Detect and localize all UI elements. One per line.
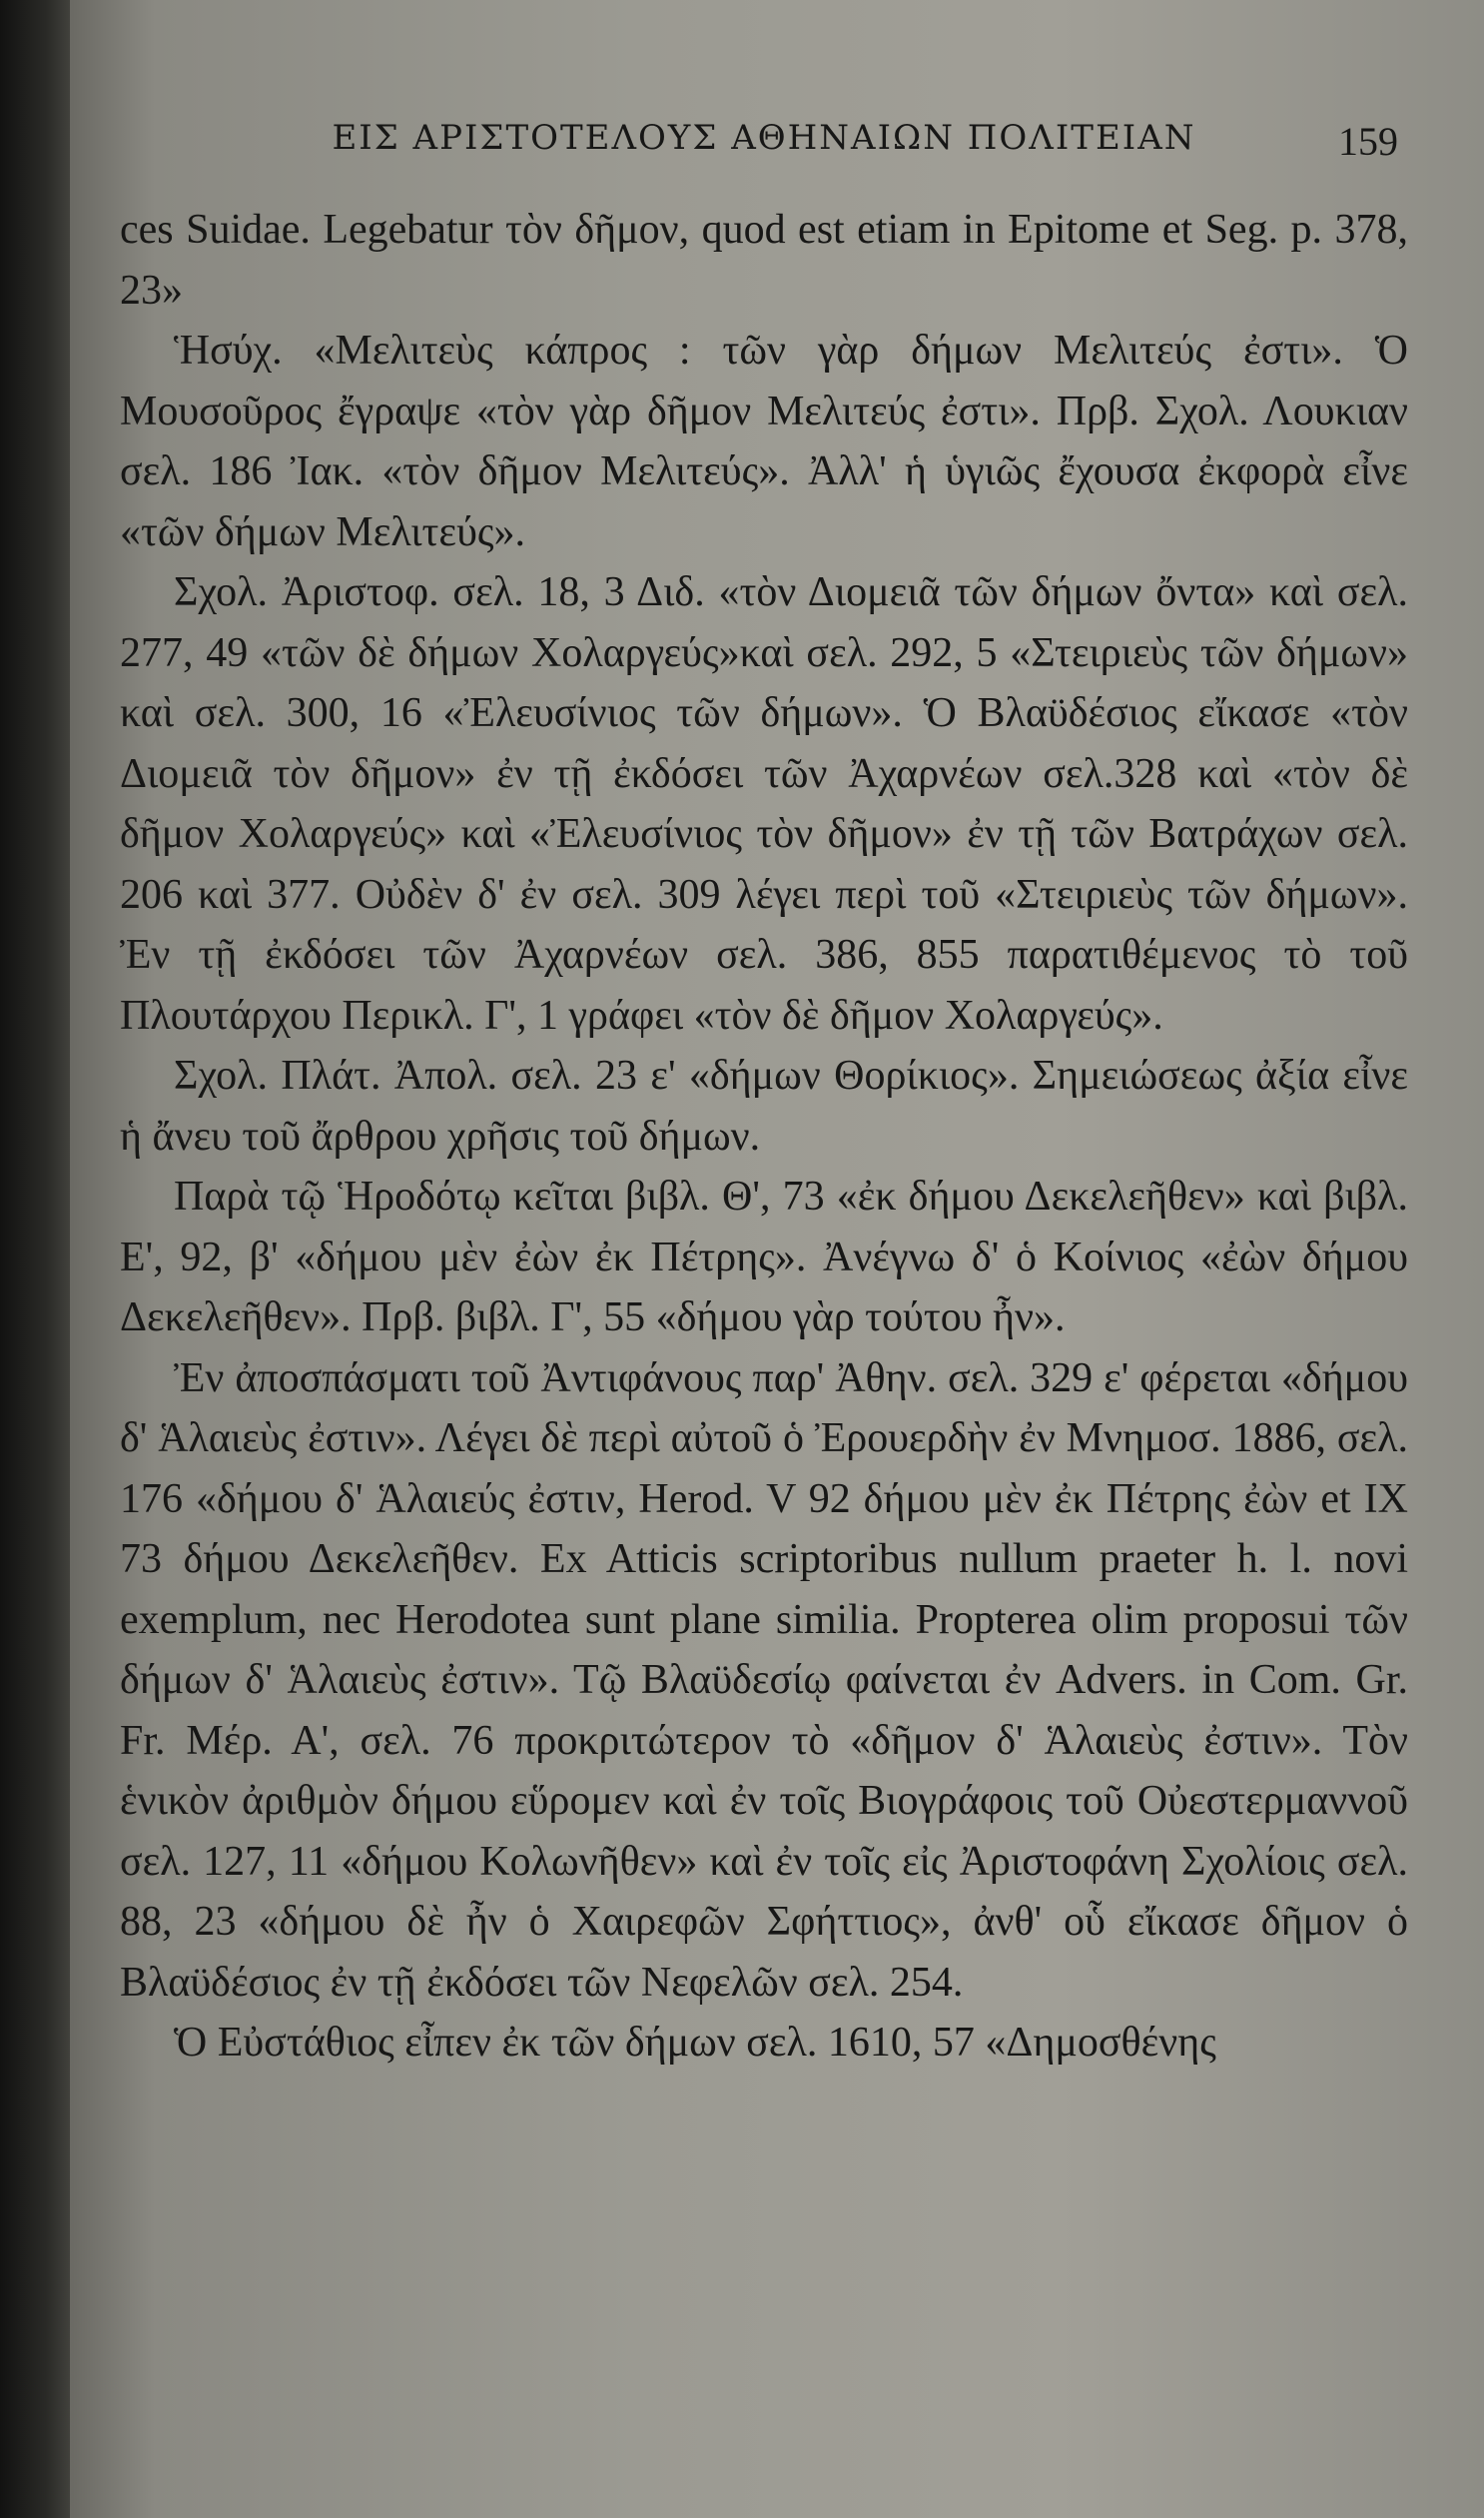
paragraph: Σχολ. Ἀριστοφ. σελ. 18, 3 Διδ. «τὸν Διομειᾶ τῶν δήμων ὄντα» καὶ σελ. 277, 49 «τῶν δὲ δήμων Χολαργεύς»καὶ σελ. 292, 5 «Στειριεὺς τῶν δήμων» καὶ σελ. 300, 16 «Ἐλευσίνιος τῶν δήμων». Ὁ Βλαϋδέσιος εἴκασε «τὸν Διομειᾶ τὸν δῆμον» ἐν τῇ ἐκδόσει τῶν Ἀχαρνέων σελ.328 καὶ «τὸν δὲ δῆμον Χολαργεύς» καὶ «Ἐλευσίνιος τὸν δῆμον» ἐν τῇ τῶν Βατράχων σελ. 206 καὶ 377. Οὐδὲν δ' ἐν σελ. 309 λέγει περὶ τοῦ «Στειριεὺς τῶν δήμων». Ἐν τῇ ἐκδόσει τῶν Ἀχαρνέων σελ. 386, 855 παρατιθέμενος τὸ τοῦ Πλουτάρχου Περικλ. Γ', 1 γράφει «τὸν δὲ δῆμον Χολαργεύς». bbox=[120, 569, 1408, 1039]
page-number: 159 bbox=[1338, 119, 1398, 164]
paragraph: Ὁ Εὐστάθιος εἶπεν ἐκ τῶν δήμων σελ. 1610, 57 «Δημοσθένης bbox=[174, 2020, 1216, 2066]
paragraph: Παρὰ τῷ Ἡροδότῳ κεῖται βιβλ. Θ', 73 «ἐκ δήμου Δεκελεῆθεν» καὶ βιβλ. Ε', 92, β' «δήμου μὲν ἐὼν ἐκ Πέτρης». Ἀνέγνω δ' ὁ Κοίνιος «ἐὼν δήμου Δεκελεῆθεν». Πρβ. βιβλ. Γ', 55 «δήμου γὰρ τούτου ἦν». bbox=[120, 1174, 1408, 1340]
page-header bbox=[130, 118, 1398, 168]
paragraph: Σχολ. Πλάτ. Ἀπολ. σελ. 23 ε' «δήμων Θορίκιος». Σημειώσεως ἀξία εἶνε ἡ ἄνευ τοῦ ἄρθρου χρῆσις τοῦ δήμων. bbox=[120, 1053, 1408, 1160]
paragraph: ces Suidae. Legebatur τὸν δῆμον, quod est etiam in Epitome et Seg. p. 378, 23» bbox=[120, 207, 1408, 314]
book-page bbox=[70, 0, 1484, 2518]
paragraph: Ἡσύχ. «Μελιτεὺς κάπρος : τῶν γὰρ δήμων Μελιτεύς ἐστι». Ὁ Μουσοῦρος ἔγραψε «τὸν γὰρ δῆμον Μελιτεύς ἐστι». Πρβ. Σχολ. Λουκιαν σελ. 186 Ἰακ. «τὸν δῆμον Μελιτεύς». Ἀλλ' ἡ ὑγιῶς ἔχουσα ἐκφορὰ εἶνε «τῶν δήμων Μελιτεύς». bbox=[120, 328, 1408, 555]
body-text bbox=[120, 200, 1408, 2074]
paragraph: Ἐν ἀποσπάσματι τοῦ Ἀντιφάνους παρ' Ἀθην. σελ. 329 ε' φέρεται «δήμου δ' Ἁλαιεὺς ἐστιν». Λέγει δὲ περὶ αὐτοῦ ὁ Ἐρουερδὴν ἐν Μνημοσ. 1886, σελ. 176 «δήμου δ' Ἁλαιεύς ἐστιν, Herod. V 92 δήμου μὲν ἐκ Πέτρης ἐὼν et IX 73 δήμου Δεκελεῆθεν. Ex Atticis scriptoribus nullum praeter h. l. novi exemplum, nec Herodotea sunt plane similia. Propterea olim proposui τῶν δήμων δ' Ἁλαιεὺς ἐστιν». Τῷ Βλαϋδεσίῳ φαίνεται ἐν Advers. in Com. Gr. Fr. Μέρ. Α', σελ. 76 προκριτώτερον τὸ «δῆμον δ' Ἁλαιεὺς ἐστιν». Τὸν ἑνικὸν ἀριθμὸν δήμου εὕρομεν καὶ ἐν τοῖς Βιογράφοις τοῦ Οὐεστερμαννοῦ σελ. 127, 11 «δήμου Κολωνῆθεν» καὶ ἐν τοῖς εἰς Ἀριστοφάνη Σχολίοις σελ. 88, 23 «δήμου δὲ ἦν ὁ Χαιρεφῶν Σφήττιος», ἀνθ' οὗ εἴκασε δῆμον ὁ Βλαϋδέσιος ἐν τῇ ἐκδόσει τῶν Νεφελῶν σελ. 254. bbox=[120, 1354, 1408, 2006]
book-binding-shadow bbox=[0, 0, 78, 2518]
running-title: ΕΙΣ ΑΡΙΣΤΟΤΕΛΟΥΣ ΑΘΗΝΑΙΩΝ ΠΟΛΙΤΕΙΑΝ bbox=[332, 118, 1196, 158]
